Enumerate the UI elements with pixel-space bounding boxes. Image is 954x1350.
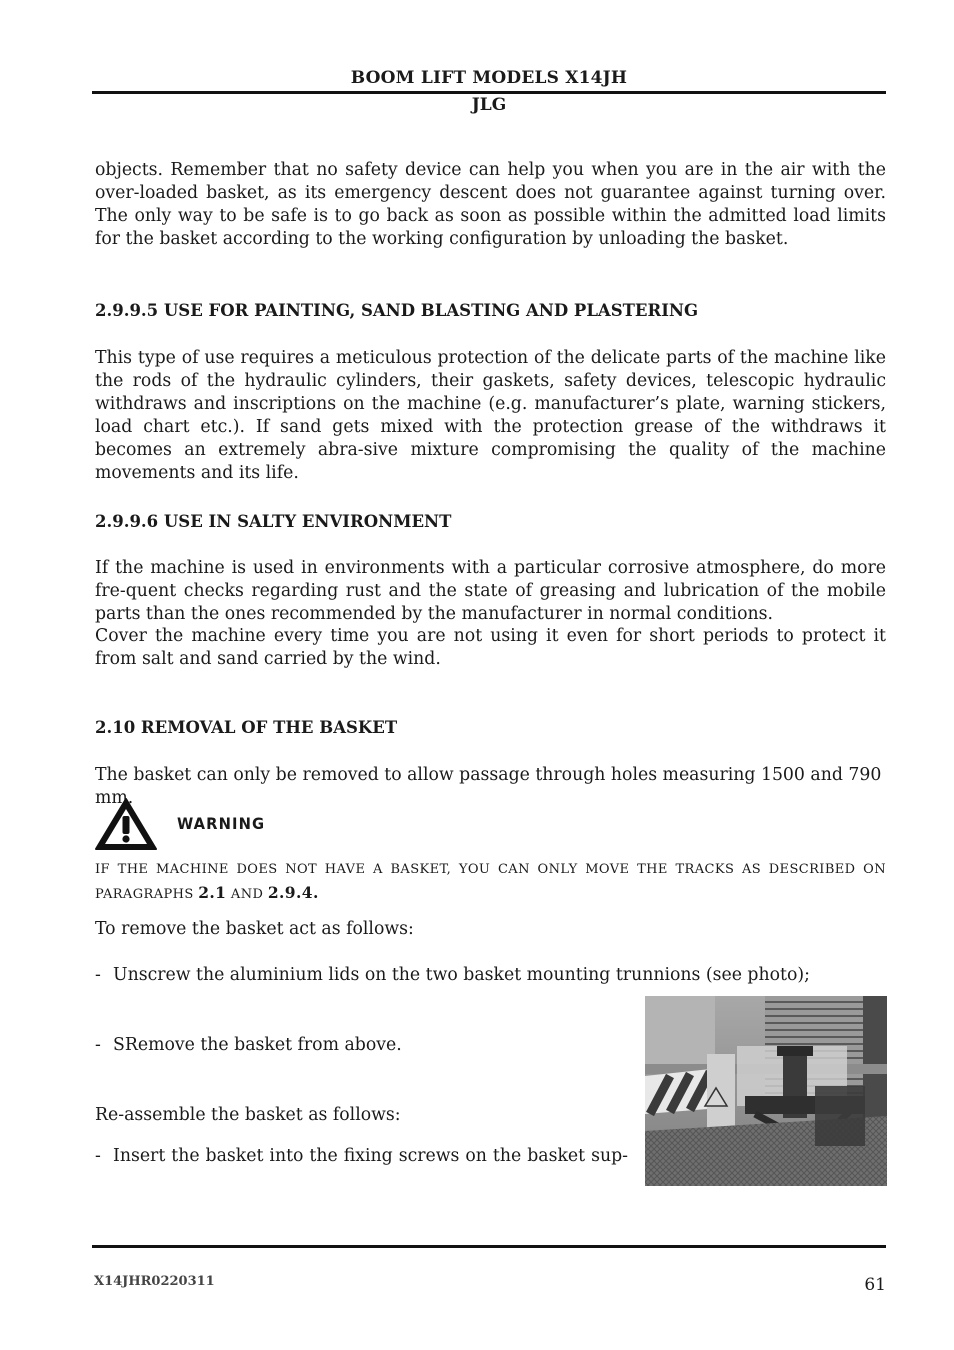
removal-step-2	[95, 1035, 402, 1055]
section-2996-body-1: If the machine is used in environments with a particular corrosive atmosphere, do more fre-quent checks regarding rust and the state of greasing and lubrication of the mobile parts than the ones recommended by the manufacturer in normal conditions.	[95, 558, 886, 624]
basket-trunnion-photo	[645, 996, 887, 1186]
removal-intro: To remove the basket act as follows:	[95, 919, 414, 939]
document-code: X14JHR0220311	[94, 1274, 215, 1289]
reassembly-intro: Re-assemble the basket as follows:	[95, 1105, 401, 1125]
section-2995-body: This type of use requires a meticulous protection of the delicate parts of the machine like the rods of the hydraulic cylinders, their gaskets, safety devices, telescopic hydraulic withdraws and inscriptions on the machine (e.g. manufacturer’s plate, warning stickers, load chart etc.). If sand gets mixed with the protection grease of the withdraws it becomes an extremely abra-sive mixture compromising the quality of the machine movements and its life.	[95, 348, 886, 483]
removal-step-2-text: SRemove the basket from above.	[113, 1035, 402, 1055]
section-2995-heading: 2.9.9.5 USE FOR PAINTING, SAND BLASTING AND PLASTERING	[95, 301, 699, 320]
section-2996-heading: 2.9.9.6 USE IN SALTY ENVIRONMENT	[95, 512, 452, 531]
section-210-body: The basket can only be removed to allow passage through holes measuring 1500 and 790 mm.	[95, 765, 882, 808]
photo-illustration	[645, 996, 887, 1186]
warning-text	[95, 858, 886, 906]
reassembly-step-1-text: Insert the basket into the fixing screws on the basket sup-	[113, 1146, 628, 1166]
warning-ref-2: 2.9.4.	[267, 883, 319, 902]
bullet-marker: -	[95, 1146, 101, 1166]
warning-label: WARNING	[177, 814, 266, 833]
header-rule	[92, 91, 886, 94]
removal-step-1	[95, 965, 810, 985]
document-header-title: BOOM LIFT MODELS X14JH	[350, 68, 628, 88]
bullet-marker: -	[95, 1035, 101, 1055]
warning-text-conj: AND	[226, 887, 268, 902]
warning-triangle-icon	[94, 796, 158, 852]
reassembly-step-1	[95, 1146, 628, 1166]
footer-rule	[92, 1245, 886, 1248]
warning-text-prefix: IF THE MACHINE DOES NOT HAVE A BASKET, YOU CAN ONLY MOVE THE TRACKS AS DESCRIBED ON PARAGRAPHS	[95, 862, 886, 902]
removal-step-1-text: Unscrew the aluminium lids on the two basket mounting trunnions (see photo);	[113, 965, 810, 985]
bullet-marker: -	[95, 965, 101, 985]
document-header-brand: JLG	[471, 95, 507, 115]
page-number: 61	[864, 1275, 886, 1295]
section-2996-body-2: Cover the machine every time you are not using it even for short periods to protect it from salt and sand carried by the wind.	[95, 626, 886, 669]
warning-ref-1: 2.1	[198, 883, 227, 902]
section-210-heading: 2.10 REMOVAL OF THE BASKET	[95, 718, 398, 737]
intro-paragraph: objects. Remember that no safety device can help you when you are in the air with the over-loaded basket, as its emergency descent does not guarantee against turning over. The only way to be safe is to go back as soon as possible within the admitted load limits for the basket according to the working configuration by unloading the basket.	[95, 160, 886, 249]
